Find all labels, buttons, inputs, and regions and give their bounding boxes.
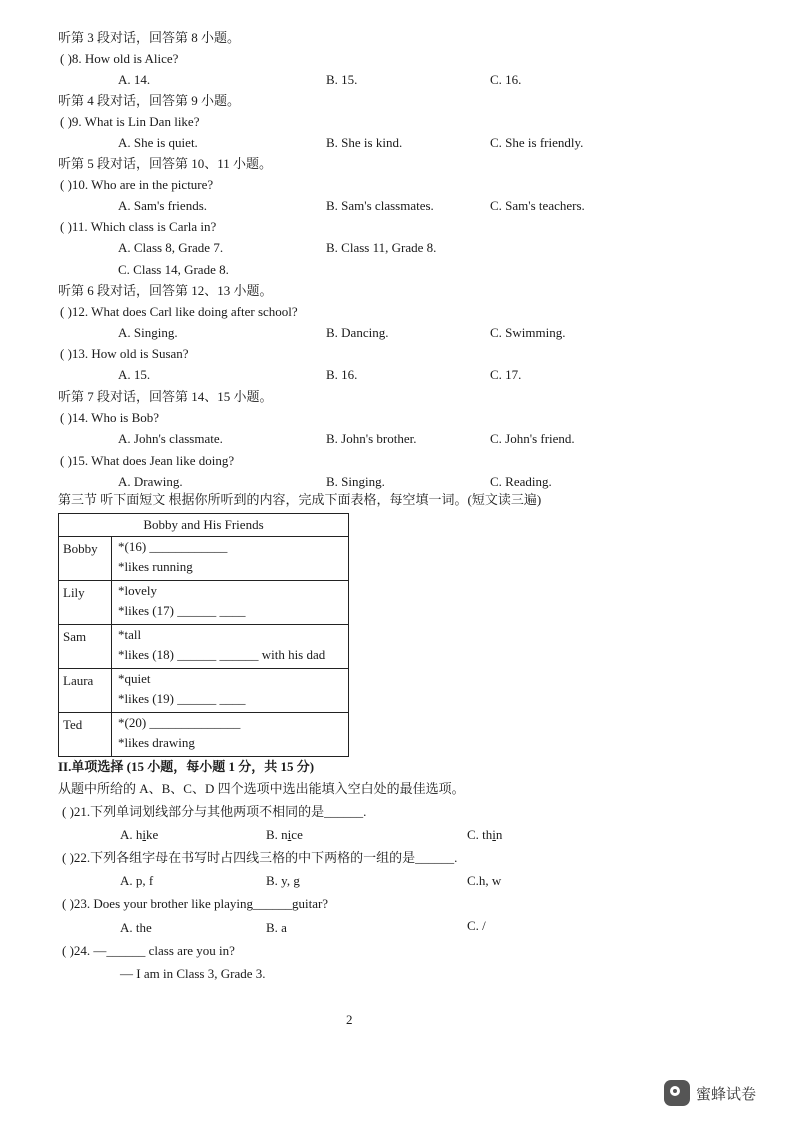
watermark-text: 蜜蜂试卷 — [696, 1084, 757, 1103]
description-line: *likes running — [118, 559, 193, 574]
friend-name: Lily — [59, 581, 112, 625]
friend-name: Bobby — [59, 537, 112, 581]
answer-option: B. Singing. — [326, 474, 385, 489]
bee-logo-icon — [664, 1080, 690, 1106]
question: ( )13. How old is Susan? — [60, 346, 189, 361]
question: ( )8. How old is Alice? — [60, 51, 179, 66]
q21-option-c: C. thin — [467, 827, 503, 842]
answer-option: C. She is friendly. — [490, 135, 584, 150]
question-22: ( )22.下列各组字母在书写时占四线三格的中下两格的一组的是______. — [62, 850, 458, 865]
part-2-instruction: 从题中所给的 A、B、C、D 四个选项中选出能填入空白处的最佳选项。 — [58, 781, 465, 796]
answer-option: B. Sam's classmates. — [326, 198, 434, 213]
description-line: *likes (18) ______ ______ with his dad — [118, 647, 326, 662]
friend-description — [112, 537, 349, 581]
answer-option: A. 14. — [118, 72, 151, 87]
friend-name: Sam — [59, 625, 112, 669]
page-number: 2 — [346, 1012, 353, 1027]
friend-name: Ted — [59, 713, 112, 757]
answer-option: C. Swimming. — [490, 325, 566, 340]
question: ( )12. What does Carl like doing after school? — [60, 304, 298, 319]
answer-option: A. Sam's friends. — [118, 198, 208, 213]
description-line: *likes (19) ______ ____ — [118, 691, 246, 706]
question-24: ( )24. —______ class are you in? — [62, 943, 235, 958]
q22-option-c: C.h, w — [467, 873, 502, 888]
section-instruction: 听第 7 段对话，回答第 14、15 小题。 — [58, 389, 273, 404]
answer-option: C. 16. — [490, 72, 522, 87]
section-instruction: 听第 4 段对话，回答第 9 小题。 — [58, 93, 241, 108]
friend-description — [112, 713, 349, 757]
description-line: *(16) ____________ — [118, 539, 228, 554]
description-line: *lovely — [118, 583, 157, 598]
answer-option: A. She is quiet. — [118, 135, 198, 150]
table-row — [59, 537, 349, 581]
answer-option: C. Reading. — [490, 474, 552, 489]
friend-description — [112, 625, 349, 669]
question: ( )10. Who are in the picture? — [60, 177, 214, 192]
answer-option: B. Dancing. — [326, 325, 389, 340]
table-row — [59, 669, 349, 713]
q22-option-a: A. p, f — [120, 873, 154, 888]
watermark — [664, 1080, 756, 1106]
section-instruction: 听第 6 段对话，回答第 12、13 小题。 — [58, 283, 273, 298]
q24-reply: — I am in Class 3, Grade 3. — [120, 966, 266, 981]
q22-option-b: B. y, g — [266, 873, 300, 888]
question: ( )11. Which class is Carla in? — [60, 219, 217, 234]
part-2-heading: II.单项选择 (15 小题，每小题 1 分，共 15 分) — [58, 759, 315, 774]
answer-option: C. 17. — [490, 367, 522, 382]
description-line: *(20) ______________ — [118, 715, 241, 730]
section-3-instruction: 第三节 听下面短文 根据你所听到的内容，完成下面表格，每空填一词。(短文读三遍) — [58, 492, 542, 507]
question: ( )14. Who is Bob? — [60, 410, 160, 425]
description-line: *likes drawing — [118, 735, 195, 750]
friend-description — [112, 669, 349, 713]
question: ( )9. What is Lin Dan like? — [60, 114, 200, 129]
answer-option: A. John's classmate. — [118, 431, 223, 446]
answer-option: A. 15. — [118, 367, 151, 382]
answer-option: A. Drawing. — [118, 474, 183, 489]
answer-option: A. Class 8, Grade 7. — [118, 240, 224, 255]
section-instruction: 听第 5 段对话，回答第 10、11 小题。 — [58, 156, 273, 171]
table-row — [59, 713, 349, 757]
answer-option: B. John's brother. — [326, 431, 417, 446]
friends-table — [58, 513, 349, 757]
table-row — [59, 581, 349, 625]
description-line: *likes (17) ______ ____ — [118, 603, 246, 618]
answer-option: B. 16. — [326, 367, 358, 382]
friend-description — [112, 581, 349, 625]
q21-option-b: B. nice — [266, 827, 303, 842]
answer-option: C. John's friend. — [490, 431, 575, 446]
description-line: *quiet — [118, 671, 151, 686]
q23-option-c: C. / — [467, 918, 486, 933]
question-23: ( )23. Does your brother like playing______guitar? — [62, 896, 329, 911]
answer-option: B. Class 11, Grade 8. — [326, 240, 437, 255]
question-21: ( )21.下列单词划线部分与其他两项不相同的是______. — [62, 804, 367, 819]
answer-option: C. Sam's teachers. — [490, 198, 585, 213]
q21-option-a: A. hike — [120, 827, 159, 842]
answer-option: B. She is kind. — [326, 135, 403, 150]
q23-option-a: A. the — [120, 920, 152, 935]
answer-option: C. Class 14, Grade 8. — [118, 262, 229, 277]
q23-option-b: B. a — [266, 920, 287, 935]
question: ( )15. What does Jean like doing? — [60, 453, 235, 468]
table-row — [59, 625, 349, 669]
friend-name: Laura — [59, 669, 112, 713]
table-title: Bobby and His Friends — [59, 514, 349, 537]
section-instruction: 听第 3 段对话，回答第 8 小题。 — [58, 30, 241, 45]
description-line: *tall — [118, 627, 142, 642]
answer-option: B. 15. — [326, 72, 358, 87]
answer-option: A. Singing. — [118, 325, 178, 340]
